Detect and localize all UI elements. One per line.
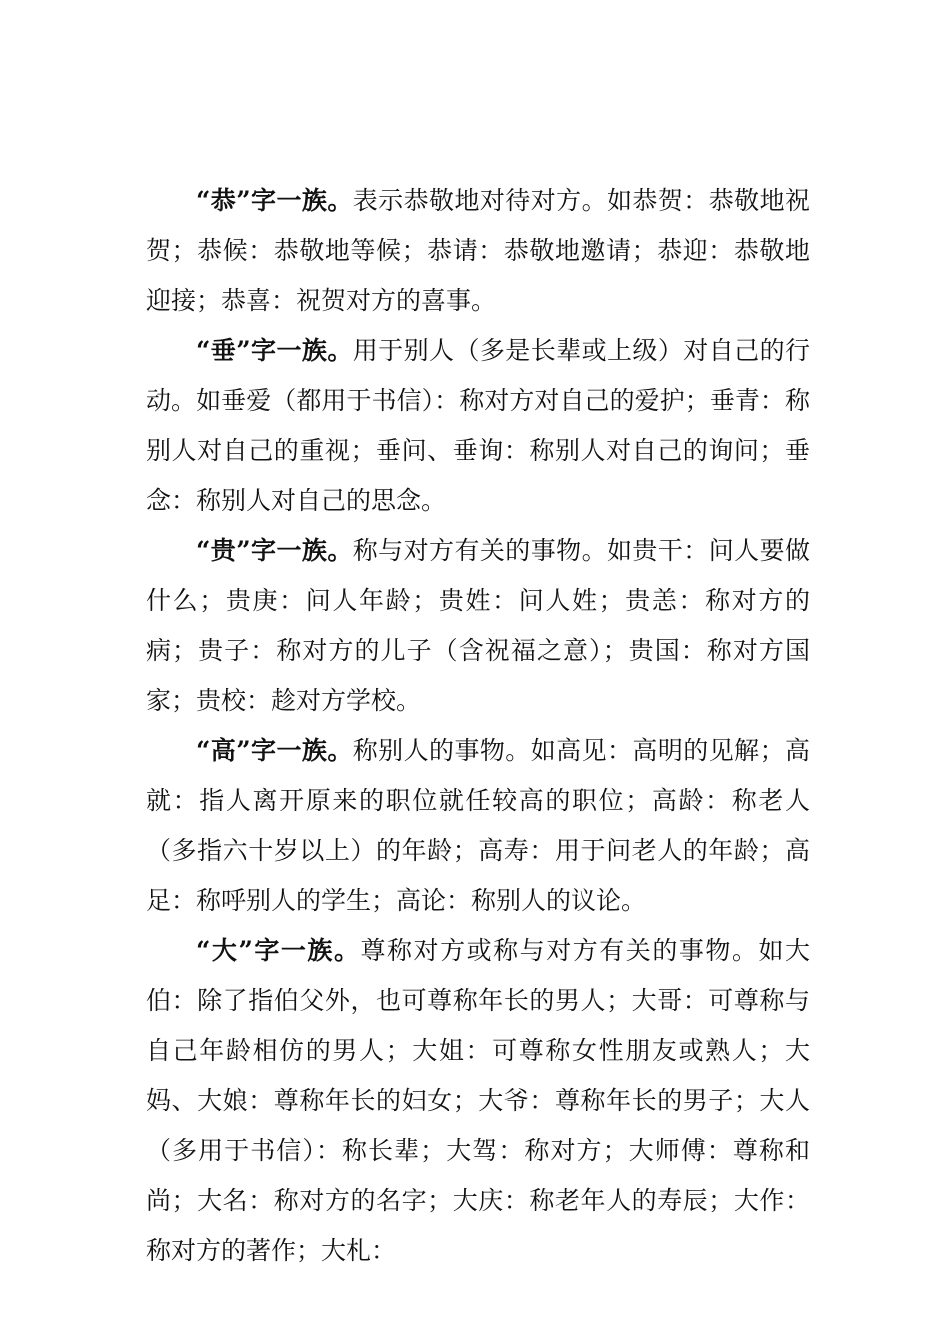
paragraph-term: “恭”字一族。 [196,186,353,215]
paragraph-term: “垂”字一族。 [196,336,353,365]
paragraph-da [146,926,810,1276]
paragraph-term: “大”字一族。 [196,936,361,965]
paragraph-text: 尊称对方或称与对方有关的事物。如大伯：除了指伯父外，也可尊称年长的男人；大哥：可尊称与自己年龄相仿的男人；大姐：可尊称女性朋友或熟人；大妈、大娘：尊称年长的妇女；大爷：尊称年长的男子；大人（多用于书信）：称长辈；大驾：称对方；大师傅：尊称和尚；大名：称对方的名字；大庆：称老年人的寿辰；大作：称对方的著作；大札： [146,936,810,1265]
paragraph-text: 表示恭敬地对待对方。如恭贺：恭敬地祝贺；恭候：恭敬地等候；恭请：恭敬地邀请；恭迎：恭敬地迎接；恭喜：祝贺对方的喜事。 [146,186,810,315]
paragraph-text: 称别人的事物。如高见：高明的见解；高就：指人离开原来的职位就任较高的职位；高龄：称老人（多指六十岁以上）的年龄；高寿：用于问老人的年龄；高足：称呼别人的学生；高论：称别人的议论。 [146,736,810,915]
paragraph-term: “高”字一族。 [196,736,353,765]
paragraph-term: “贵”字一族。 [196,536,353,565]
paragraph-chui [146,326,810,526]
paragraph-gui [146,526,810,726]
document-body [146,176,810,1276]
paragraph-gao [146,726,810,926]
paragraph-gong [146,176,810,326]
paragraph-text: 称与对方有关的事物。如贵干：问人要做什么；贵庚：问人年龄；贵姓：问人姓；贵恙：称对方的病；贵子：称对方的儿子（含祝福之意）；贵国：称对方国家；贵校：趁对方学校。 [146,536,810,715]
paragraph-text: 用于别人（多是长辈或上级）对自己的行动。如垂爱（都用于书信）：称对方对自己的爱护；垂青：称别人对自己的重视；垂问、垂询：称别人对自己的询问；垂念：称别人对自己的思念。 [146,336,810,515]
